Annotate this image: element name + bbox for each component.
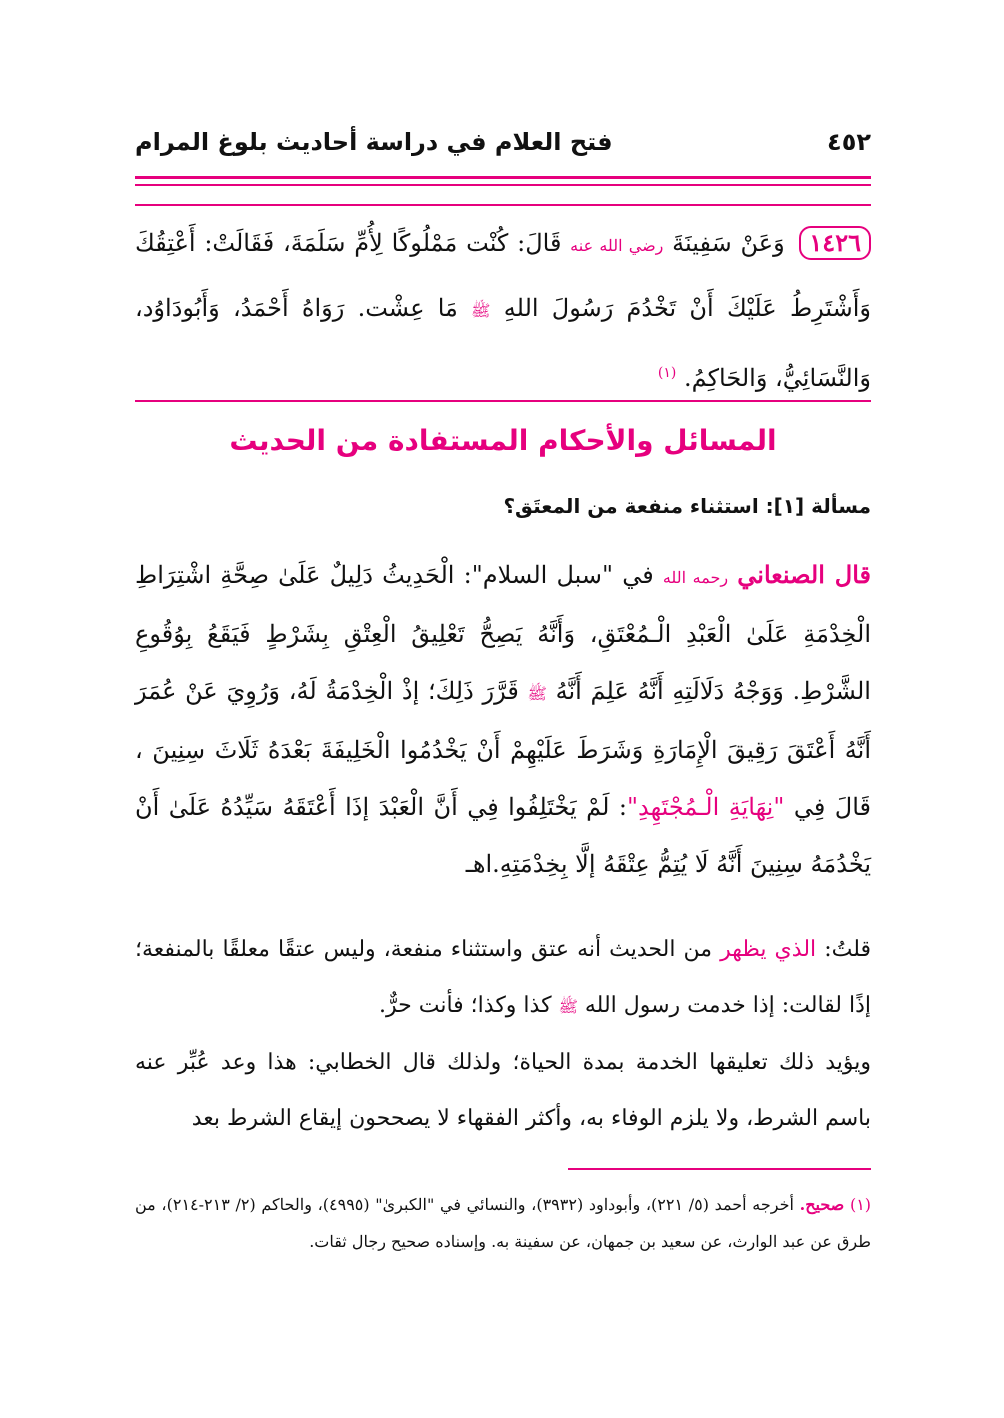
prophet-honorific: ﷺ	[471, 301, 491, 320]
comment-paragraph-1	[135, 922, 871, 1035]
quote-author: قال الصنعاني	[737, 560, 871, 589]
hadith-end: مَا عِشْت. رَوَاهُ أَحْمَدُ، وَأَبُودَاوُد، وَالنَّسَائِيُّ، وَالحَاكِمُ.	[135, 294, 871, 392]
section-title: المسائل والأحكام المستفادة من الحديث	[229, 424, 777, 457]
sanani-quote	[135, 546, 871, 893]
footnote-ref[interactable]: (١)	[657, 365, 677, 381]
hadith-intro: وَعَنْ سَفِينَةَ	[672, 229, 785, 257]
footnote	[135, 1186, 871, 1260]
issue-heading	[503, 494, 871, 518]
header-rule-thin	[135, 184, 871, 186]
page-number: ٤٥٢	[827, 128, 871, 156]
hadith-number-badge: ١٤٢٦	[799, 226, 871, 260]
comment-end: كذا وكذا؛ فأنت حرٌّ.	[379, 993, 552, 1018]
issue-label: مسألة [١]:	[765, 494, 871, 518]
quote-part-1: الْحَدِيثُ دَلِيلٌ عَلَىٰ صِحَّةِ اشْتِرَاطِ الْخِدْمَةِ عَلَىٰ الْعَبْدِ الْـمُعْتَقِ، وَأَنَّهُ يَصِحُّ تَعْلِيقُ الْعِتْقِ بِشَرْطٍ فَيَقَعُ بِوُقُوعِ الشَّرْطِ. وَوَجْهُ دَلَالَتِهِ أَنَّهُ عَلِمَ أَنَّهُ	[135, 561, 871, 705]
header-rule-thick	[135, 176, 871, 179]
comment-text: من الحديث أنه عتق واستثناء منفعة، وليس عتقًا معلقًا بالمنفعة؛ إذًا لقالت: إذا خدمت رسول الله	[135, 937, 871, 1018]
comment-prophet-honorific: ﷺ	[558, 997, 578, 1016]
quote-part-2: قَرَّرَ ذَلِكَ؛ إذْ الْخِدْمَةُ لَهُ، وَرُوِيَ عَنْ عُمَرَ أَنَّهُ أَعْتَقَ رَقِيقَ الْإِمَارَةِ وَشَرَطَ عَلَيْهِمْ أَنْ يَخْدُمُوا الْخَلِيفَةَ بَعْدَهُ ثَلَاثَ سِنِينَ ، قَالَ فِي	[135, 677, 871, 821]
comment-prefix: قلتُ:	[824, 937, 872, 962]
footnote-text: أخرجه أحمد (٥/ ٢٢١)، وأبوداود (٣٩٣٢)، والنسائي في "الكبرىٰ" (٤٩٩٥)، والحاكم (٢/ ٢١٣-٢١٤)، من طرق عن عبد الوارث، عن سعيد بن جمهان، عن سفينة به. وإسناده صحيح رجال ثقات.	[135, 1195, 871, 1251]
footnote-separator	[568, 1168, 871, 1170]
quote-intro: في "سبل السلام":	[463, 561, 654, 589]
book-title: فتح العلام في دراسة أحاديث بلوغ المرام	[135, 128, 613, 156]
author-honorific: رحمه الله	[662, 568, 729, 587]
hadith-text	[135, 212, 871, 409]
issue-title: استثناء منفعة من المعتَق؟	[503, 494, 759, 518]
hadith-main: قَالَ: كُنْت مَمْلُوكًا لِأُمِّ سَلَمَةَ، فَقَالَتْ: أَعْتِقُكَ وَأَشْتَرِطُ عَلَيْكَ أَنْ تَخْدُمَ رَسُولَ اللهِ	[135, 229, 871, 322]
hadith-top-rule	[135, 204, 871, 206]
comment-paragraph-2: ويؤيد ذلك تعليقها الخدمة بمدة الحياة؛ ولذلك قال الخطابي: هذا وعد عُبِّر عنه باسم الشرط، ولا يلزم الوفاء به، وأكثر الفقهاء لا يصححون إيقاع الشرط بعد	[135, 1050, 871, 1131]
footnote-grade: صحيح.	[799, 1195, 845, 1214]
quote-book-title: "نِهَايَةِ الْـمُجْتَهِدِ"	[626, 793, 785, 821]
comment-highlight: الذي يظهر	[720, 937, 817, 962]
footnote-number: (١)	[849, 1195, 872, 1214]
sahabi-honorific: رضي الله عنه	[570, 236, 664, 255]
quote-prophet-honorific: ﷺ	[527, 684, 547, 703]
page-header	[135, 128, 871, 168]
hadith-bottom-rule	[135, 400, 871, 402]
author-comment	[135, 922, 871, 1147]
quote-part-3: : لَمْ يَخْتَلِفُوا فِي أَنَّ الْعَبْدَ إذَا أَعْتَقَهُ سَيِّدُهُ عَلَىٰ أَنْ يَخْدُمَهُ سِنِينَ أَنَّهُ لَا يُتِمُّ عِتْقَهُ إلَّا بِخِدْمَتِهِ.اهـ	[135, 793, 871, 878]
